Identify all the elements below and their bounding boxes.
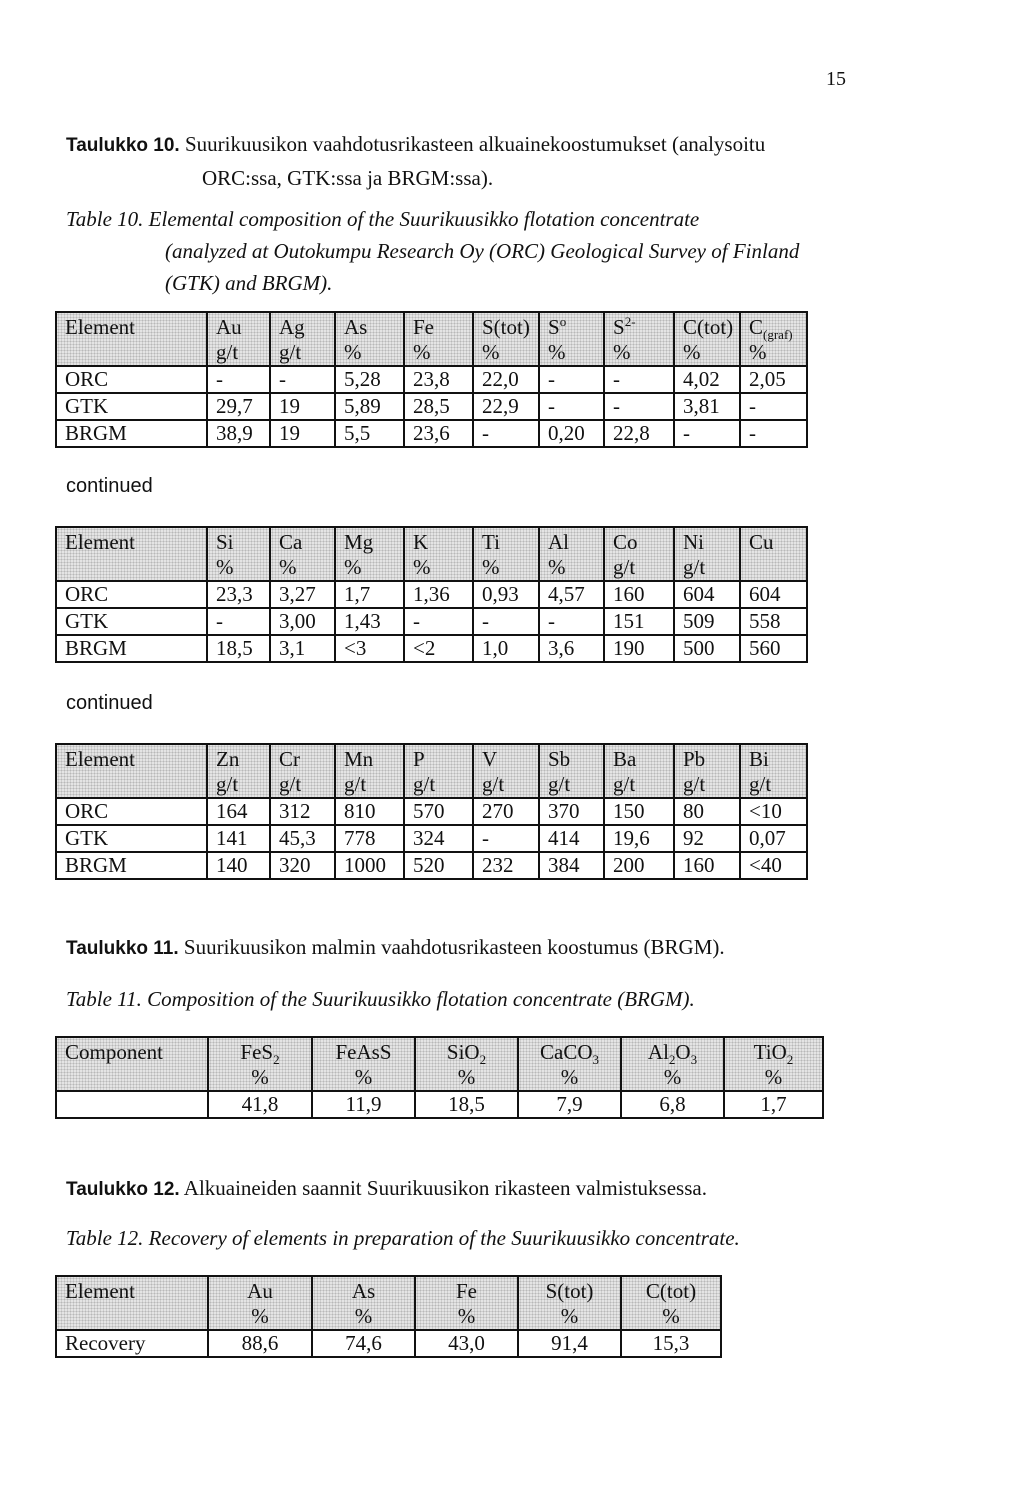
table-row — [56, 608, 807, 635]
header-cell: Au g/t — [207, 312, 270, 366]
table-row — [56, 635, 807, 662]
table-cell: Ca % — [270, 527, 335, 581]
table-cell: 604 — [740, 581, 807, 608]
header-row — [56, 312, 807, 366]
caption-text: Suurikuusikon vaahdotusrikasteen alkuainekoostumukset (analysoitu — [184, 132, 766, 156]
table-cell: - — [674, 420, 740, 447]
continued-label: continued — [66, 692, 153, 714]
table-cell: 1,7 — [724, 1091, 823, 1118]
table-cell: 151 — [604, 608, 674, 635]
table-cell: 3,27 — [270, 581, 335, 608]
table-cell: Recovery — [56, 1330, 208, 1357]
table-cell: 5,5 — [335, 420, 404, 447]
table11 — [55, 1036, 824, 1119]
caption-label: Table 11. — [66, 987, 142, 1011]
table-cell: 0,20 — [539, 420, 604, 447]
caption-label: Taulukko 11. — [66, 938, 179, 959]
table-cell: 6,8 — [621, 1091, 724, 1118]
table-cell: 23,8 — [404, 366, 473, 393]
continued-label: continued — [66, 475, 153, 497]
table-cell: 1,7 — [335, 581, 404, 608]
table-cell: 190 — [604, 635, 674, 662]
table10-caption-fi — [66, 128, 765, 194]
table-cell: 2,05 — [740, 366, 807, 393]
header-cell: Element — [56, 312, 207, 366]
table-cell: Mn g/t — [335, 744, 404, 798]
table-cell: 384 — [539, 852, 604, 879]
table-cell: 80 — [674, 798, 740, 825]
table-cell: 160 — [604, 581, 674, 608]
header-cell-tio2: TiO$_2$ % — [724, 1037, 823, 1091]
table-cell: 509 — [674, 608, 740, 635]
table-cell: 3,1 — [270, 635, 335, 662]
table-cell: 19 — [270, 393, 335, 420]
header-cell: $S^{2-}$ % — [604, 312, 674, 366]
table-cell: 88,6 — [208, 1330, 312, 1357]
table-cell: 140 — [207, 852, 270, 879]
table-cell: 570 — [404, 798, 473, 825]
table-cell: 778 — [335, 825, 404, 852]
table-cell: 414 — [539, 825, 604, 852]
caption-text: (GTK) and BRGM). — [165, 271, 333, 295]
table-cell: 74,6 — [312, 1330, 415, 1357]
table-row — [56, 393, 807, 420]
table-cell: Ti % — [473, 527, 539, 581]
table-cell: <3 — [335, 635, 404, 662]
caption-text: Suurikuusikon malmin vaahdotusrikasteen koostumus (BRGM). — [183, 935, 725, 959]
table-row — [56, 825, 807, 852]
header-row — [56, 744, 807, 798]
caption-text: (analyzed at Outokumpu Research Oy (ORC) Geological Survey of Finland — [165, 239, 800, 263]
table-cell: 200 — [604, 852, 674, 879]
table-cell: P g/t — [404, 744, 473, 798]
table-cell: Au % — [208, 1276, 312, 1330]
table-cell: <40 — [740, 852, 807, 879]
table-cell: - — [404, 608, 473, 635]
table-row — [56, 852, 807, 879]
table-cell: - — [207, 608, 270, 635]
table-cell: 232 — [473, 852, 539, 879]
table-cell: 18,5 — [207, 635, 270, 662]
header-cell: As % — [335, 312, 404, 366]
table-cell: 370 — [539, 798, 604, 825]
table-cell: C(tot) % — [621, 1276, 721, 1330]
table-cell: 23,3 — [207, 581, 270, 608]
page-number: 15 — [826, 68, 846, 90]
table-cell: 5,28 — [335, 366, 404, 393]
table-cell: 92 — [674, 825, 740, 852]
caption-text: Alkuaineiden saannit Suurikuusikon rikasteen valmistuksessa. — [183, 1176, 707, 1200]
table-cell: Si % — [207, 527, 270, 581]
header-cell-al2o3: $Al_2O_3$ % — [621, 1037, 724, 1091]
table-cell: Ni g/t — [674, 527, 740, 581]
table-cell: - — [473, 608, 539, 635]
table-cell: 91,4 — [518, 1330, 621, 1357]
table-cell: ORC — [56, 366, 207, 393]
table-cell: - — [270, 366, 335, 393]
caption-label: Table 10. — [66, 207, 144, 231]
table-cell: Bi g/t — [740, 744, 807, 798]
table-cell: 43,0 — [415, 1330, 518, 1357]
table-cell: 3,81 — [674, 393, 740, 420]
table-cell: 23,6 — [404, 420, 473, 447]
table-cell: Element — [56, 527, 207, 581]
table-cell: 150 — [604, 798, 674, 825]
header-row — [56, 527, 807, 581]
table-cell: 560 — [740, 635, 807, 662]
caption-label: Table 12. — [66, 1226, 144, 1250]
table-cell: GTK — [56, 608, 207, 635]
table-cell: <10 — [740, 798, 807, 825]
table-cell: 324 — [404, 825, 473, 852]
table-cell: 41,8 — [208, 1091, 312, 1118]
table-cell: 164 — [207, 798, 270, 825]
header-cell-feass: FeAsS % — [312, 1037, 415, 1091]
table-cell: 5,89 — [335, 393, 404, 420]
table-cell: Ba g/t — [604, 744, 674, 798]
table-cell: 558 — [740, 608, 807, 635]
table-cell: 1000 — [335, 852, 404, 879]
header-cell: Fe % — [404, 312, 473, 366]
table-cell: 38,9 — [207, 420, 270, 447]
table-cell: Element — [56, 1276, 208, 1330]
table-row — [56, 798, 807, 825]
table-cell: 7,9 — [518, 1091, 621, 1118]
header-row — [56, 1276, 721, 1330]
table-cell: - — [740, 420, 807, 447]
table-cell: S(tot) % — [518, 1276, 621, 1330]
table12-caption-fi — [66, 1172, 707, 1206]
table-cell: Al % — [539, 527, 604, 581]
table-cell: 19,6 — [604, 825, 674, 852]
table-cell: - — [604, 366, 674, 393]
table11-caption-fi — [66, 931, 725, 965]
table-cell — [56, 1091, 208, 1118]
table-row — [56, 420, 807, 447]
table-cell: Component — [56, 1037, 208, 1091]
caption-label: Taulukko 10. — [66, 135, 180, 156]
table-cell: Cu — [740, 527, 807, 581]
caption-text: Composition of the Suurikuusikko flotation concentrate (BRGM). — [147, 987, 695, 1011]
caption-text: Elemental composition of the Suurikuusikko flotation concentrate — [148, 207, 700, 231]
table-row — [56, 366, 807, 393]
table-cell: Cr g/t — [270, 744, 335, 798]
table-cell: - — [207, 366, 270, 393]
table-cell: BRGM — [56, 852, 207, 879]
table-cell: - — [473, 420, 539, 447]
table-cell: BRGM — [56, 635, 207, 662]
table-cell: - — [539, 608, 604, 635]
table-cell: 11,9 — [312, 1091, 415, 1118]
table-cell: - — [740, 393, 807, 420]
table-cell: 141 — [207, 825, 270, 852]
table-cell: 45,3 — [270, 825, 335, 852]
table-cell: 604 — [674, 581, 740, 608]
table-cell: Zn g/t — [207, 744, 270, 798]
header-cell-sio2: SiO$_2$ % — [415, 1037, 518, 1091]
table-cell: 1,36 — [404, 581, 473, 608]
table-cell: BRGM — [56, 420, 207, 447]
header-cell: C(tot) % — [674, 312, 740, 366]
header-cell-caco3: CaCO$_3$ % — [518, 1037, 621, 1091]
table-cell: ORC — [56, 581, 207, 608]
header-cell: $S^o$ % — [539, 312, 604, 366]
table-cell: V g/t — [473, 744, 539, 798]
table-cell: - — [539, 366, 604, 393]
table-cell: Co g/t — [604, 527, 674, 581]
table10-caption-en — [66, 203, 799, 299]
table-cell: 22,8 — [604, 420, 674, 447]
table-cell: <2 — [404, 635, 473, 662]
table-cell: 1,43 — [335, 608, 404, 635]
table-cell: K % — [404, 527, 473, 581]
caption-text: Recovery of elements in preparation of the Suurikuusikko concentrate. — [148, 1226, 740, 1250]
caption-label: Taulukko 12. — [66, 1179, 180, 1200]
table-cell: 520 — [404, 852, 473, 879]
table-cell: - — [539, 393, 604, 420]
table-row — [56, 1091, 823, 1118]
table10-part1 — [55, 311, 808, 448]
table-row — [56, 1330, 721, 1357]
header-row — [56, 1037, 823, 1091]
table-cell: GTK — [56, 825, 207, 852]
table-cell: 270 — [473, 798, 539, 825]
table-cell: 4,02 — [674, 366, 740, 393]
table-cell: 1,0 — [473, 635, 539, 662]
table10-part3 — [55, 743, 808, 880]
table-cell: 28,5 — [404, 393, 473, 420]
table-cell: 0,07 — [740, 825, 807, 852]
table-row — [56, 581, 807, 608]
table12 — [55, 1275, 722, 1358]
table-cell: 312 — [270, 798, 335, 825]
table-cell: 320 — [270, 852, 335, 879]
table-cell: 3,6 — [539, 635, 604, 662]
table-cell: 15,3 — [621, 1330, 721, 1357]
caption-text: ORC:ssa, GTK:ssa ja BRGM:ssa). — [202, 166, 494, 190]
header-cell: S(tot) % — [473, 312, 539, 366]
table-cell: As % — [312, 1276, 415, 1330]
table10-part2 — [55, 526, 808, 663]
table-cell: 4,57 — [539, 581, 604, 608]
header-cell: $C_{(graf)}$ % — [740, 312, 807, 366]
table-cell: 810 — [335, 798, 404, 825]
table-cell: Pb g/t — [674, 744, 740, 798]
table-cell: 19 — [270, 420, 335, 447]
table11-caption-en — [66, 983, 695, 1015]
table-cell: 22,0 — [473, 366, 539, 393]
table-cell: 3,00 — [270, 608, 335, 635]
table-cell: Mg % — [335, 527, 404, 581]
header-cell: Ag g/t — [270, 312, 335, 366]
table-cell: ORC — [56, 798, 207, 825]
table-cell: 22,9 — [473, 393, 539, 420]
table-cell: 160 — [674, 852, 740, 879]
table-cell: 500 — [674, 635, 740, 662]
table-cell: Sb g/t — [539, 744, 604, 798]
table-cell: 0,93 — [473, 581, 539, 608]
table-cell: GTK — [56, 393, 207, 420]
header-cell-fes2: FeS$_2$ % — [208, 1037, 312, 1091]
table-cell: Fe % — [415, 1276, 518, 1330]
table-cell: 29,7 — [207, 393, 270, 420]
table-cell: Element — [56, 744, 207, 798]
table-cell: - — [473, 825, 539, 852]
table12-caption-en — [66, 1222, 740, 1254]
table-cell: 18,5 — [415, 1091, 518, 1118]
table-cell: - — [604, 393, 674, 420]
